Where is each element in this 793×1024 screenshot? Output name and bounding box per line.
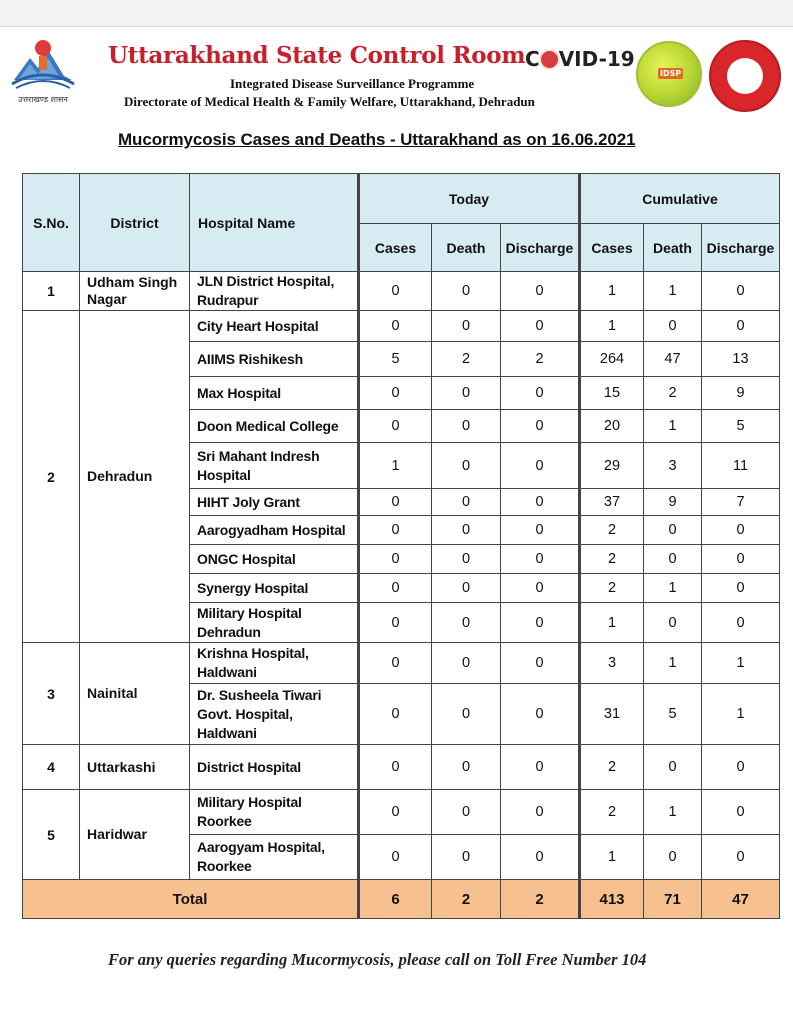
covid-badge <box>525 47 635 71</box>
directorate-name: Directorate of Medical Health & Family Welfare, Uttarakhand, Dehradun <box>124 94 535 109</box>
row-hospital <box>190 603 359 643</box>
row-district <box>80 272 190 311</box>
cumulative-death: 9 <box>644 489 702 516</box>
table-row <box>23 311 780 342</box>
total-cumulative-death: 71 <box>644 880 702 919</box>
row-hospital <box>190 272 359 311</box>
today-discharge: 0 <box>501 443 580 489</box>
total-today-discharge: 2 <box>501 880 580 919</box>
covid-badge-prefix: C <box>525 47 540 71</box>
today-death: 0 <box>432 272 501 311</box>
hospital-name-line: Dr. Susheela Tiwari <box>197 686 322 703</box>
document-title: Mucormycosis Cases and Deaths - Uttarakhand as on 16.06.2021 <box>118 130 636 149</box>
row-sno: 4 <box>23 745 80 790</box>
hospital-name-line: Sri Mahant Indresh <box>197 447 320 464</box>
header-cumulative-death: Death <box>644 224 702 272</box>
emblem-caption: उत्तराखण्ड शासन <box>18 95 68 104</box>
covid-badge-suffix: VID-19 <box>558 47 635 71</box>
row-district <box>80 311 190 643</box>
cumulative-discharge: 0 <box>702 516 780 545</box>
today-death: 0 <box>432 516 501 545</box>
cumulative-cases: 2 <box>580 574 644 603</box>
table-row <box>23 643 780 684</box>
today-cases: 0 <box>359 545 432 574</box>
cumulative-death: 1 <box>644 574 702 603</box>
cumulative-cases: 2 <box>580 745 644 790</box>
today-cases: 0 <box>359 410 432 443</box>
hospital-name-line: District Hospital <box>197 758 301 775</box>
row-hospital <box>190 545 359 574</box>
district-name-line: Uttarkashi <box>87 758 156 775</box>
today-cases: 0 <box>359 516 432 545</box>
today-cases: 0 <box>359 603 432 643</box>
cumulative-cases: 29 <box>580 443 644 489</box>
cumulative-death: 0 <box>644 603 702 643</box>
cumulative-discharge: 1 <box>702 643 780 684</box>
row-district <box>80 745 190 790</box>
today-death: 0 <box>432 410 501 443</box>
header-hospital: Hospital Name <box>190 174 359 272</box>
cumulative-cases: 264 <box>580 342 644 377</box>
row-hospital <box>190 835 359 880</box>
today-death: 0 <box>432 545 501 574</box>
row-sno: 2 <box>23 311 80 643</box>
cumulative-death: 0 <box>644 835 702 880</box>
today-cases: 1 <box>359 443 432 489</box>
hospital-name-line: Hospital <box>197 466 251 483</box>
cumulative-cases: 1 <box>580 835 644 880</box>
hospital-name-line: ONGC Hospital <box>197 550 296 567</box>
row-hospital <box>190 311 359 342</box>
hospital-name-line: HIHT Joly Grant <box>197 493 300 510</box>
hospital-name-line: Military Hospital <box>197 794 302 810</box>
today-discharge: 0 <box>501 643 580 684</box>
cumulative-death: 47 <box>644 342 702 377</box>
header-district: District <box>80 174 190 272</box>
row-hospital <box>190 443 359 489</box>
row-hospital <box>190 489 359 516</box>
today-death: 0 <box>432 489 501 516</box>
cumulative-discharge: 0 <box>702 745 780 790</box>
today-cases: 0 <box>359 272 432 311</box>
row-hospital <box>190 745 359 790</box>
today-death: 0 <box>432 311 501 342</box>
today-death: 0 <box>432 443 501 489</box>
today-discharge: 0 <box>501 272 580 311</box>
district-name-line: Nagar <box>87 291 127 307</box>
today-cases: 0 <box>359 377 432 410</box>
hospital-name-line: Max Hospital <box>197 384 281 401</box>
today-death: 0 <box>432 835 501 880</box>
emblem-icon <box>6 36 80 92</box>
cumulative-death: 0 <box>644 311 702 342</box>
today-death: 0 <box>432 377 501 410</box>
total-cumulative-discharge: 47 <box>702 880 780 919</box>
today-cases: 0 <box>359 684 432 745</box>
today-discharge: 0 <box>501 574 580 603</box>
hospital-name-line: City Heart Hospital <box>197 317 319 334</box>
hospital-name-line: Aarogyadham Hospital <box>197 521 346 538</box>
cumulative-discharge: 0 <box>702 272 780 311</box>
today-cases: 0 <box>359 311 432 342</box>
today-discharge: 0 <box>501 790 580 835</box>
family-icon <box>727 58 763 94</box>
today-cases: 0 <box>359 574 432 603</box>
cumulative-death: 1 <box>644 272 702 311</box>
district-name-line: Haridwar <box>87 826 147 842</box>
today-death: 2 <box>432 342 501 377</box>
cumulative-discharge: 0 <box>702 790 780 835</box>
district-name-line: Dehradun <box>87 468 153 484</box>
hospital-name-line: Haldwani <box>197 664 257 680</box>
row-sno: 5 <box>23 790 80 880</box>
today-death: 0 <box>432 643 501 684</box>
row-hospital <box>190 643 359 684</box>
cumulative-cases: 1 <box>580 272 644 311</box>
total-today-cases: 6 <box>359 880 432 919</box>
today-discharge: 0 <box>501 603 580 643</box>
district-name-line: Udham Singh <box>87 274 178 290</box>
row-hospital <box>190 516 359 545</box>
table-row <box>23 272 780 311</box>
cumulative-death: 0 <box>644 545 702 574</box>
today-cases: 0 <box>359 489 432 516</box>
cumulative-discharge: 0 <box>702 835 780 880</box>
header-cumulative: Cumulative <box>580 174 780 224</box>
hospital-name-line: Dehradun <box>197 623 261 640</box>
cumulative-death: 0 <box>644 516 702 545</box>
row-district <box>80 790 190 880</box>
hospital-name-line: AIIMS Rishikesh <box>197 350 303 367</box>
cumulative-discharge: 1 <box>702 684 780 745</box>
cumulative-cases: 2 <box>580 516 644 545</box>
today-death: 0 <box>432 684 501 745</box>
today-discharge: 0 <box>501 745 580 790</box>
today-cases: 0 <box>359 643 432 684</box>
today-cases: 5 <box>359 342 432 377</box>
nhm-logo <box>709 40 781 112</box>
today-discharge: 0 <box>501 410 580 443</box>
hospital-name-line: Govt. Hospital, <box>197 705 293 722</box>
cumulative-discharge: 7 <box>702 489 780 516</box>
row-hospital <box>190 377 359 410</box>
top-bar <box>0 0 793 27</box>
cumulative-discharge: 0 <box>702 545 780 574</box>
today-death: 0 <box>432 790 501 835</box>
row-sno: 3 <box>23 643 80 745</box>
uttarakhand-emblem-logo <box>6 36 80 110</box>
header-cumulative-cases: Cases <box>580 224 644 272</box>
row-hospital <box>190 342 359 377</box>
cumulative-death: 0 <box>644 745 702 790</box>
hospital-name-line: Roorkee <box>197 813 252 829</box>
cumulative-cases: 1 <box>580 311 644 342</box>
cumulative-cases: 2 <box>580 790 644 835</box>
today-discharge: 0 <box>501 311 580 342</box>
header-today: Today <box>359 174 580 224</box>
row-hospital <box>190 410 359 443</box>
today-discharge: 0 <box>501 835 580 880</box>
cumulative-cases: 37 <box>580 489 644 516</box>
total-cumulative-cases: 413 <box>580 880 644 919</box>
today-cases: 0 <box>359 790 432 835</box>
virus-icon <box>541 51 558 68</box>
table-row <box>23 745 780 790</box>
hospital-name-line: Synergy Hospital <box>197 579 309 596</box>
programme-name: Integrated Disease Surveillance Programme <box>230 76 475 91</box>
header-today-cases: Cases <box>359 224 432 272</box>
row-hospital <box>190 790 359 835</box>
header-today-death: Death <box>432 224 501 272</box>
idsp-logo <box>636 41 702 107</box>
cumulative-discharge: 0 <box>702 311 780 342</box>
hospital-name-line: Haldwani <box>197 724 257 741</box>
org-title: Uttarakhand State Control Room <box>108 42 526 69</box>
cumulative-death: 5 <box>644 684 702 745</box>
today-discharge: 0 <box>501 377 580 410</box>
today-discharge: 0 <box>501 684 580 745</box>
cumulative-death: 3 <box>644 443 702 489</box>
cumulative-death: 1 <box>644 410 702 443</box>
header-cumulative-discharge: Discharge <box>702 224 780 272</box>
cumulative-discharge: 11 <box>702 443 780 489</box>
cases-table <box>22 173 780 919</box>
cumulative-cases: 1 <box>580 603 644 643</box>
hospital-name-line: Roorkee <box>197 858 252 874</box>
cumulative-death: 2 <box>644 377 702 410</box>
today-death: 0 <box>432 574 501 603</box>
today-death: 0 <box>432 745 501 790</box>
hospital-name-line: Military Hospital <box>197 604 302 621</box>
today-discharge: 2 <box>501 342 580 377</box>
today-death: 0 <box>432 603 501 643</box>
district-name-line: Nainital <box>87 685 138 701</box>
hospital-name-line: JLN District Hospital, <box>197 273 335 289</box>
cumulative-cases: 15 <box>580 377 644 410</box>
cumulative-discharge: 0 <box>702 574 780 603</box>
cumulative-death: 1 <box>644 790 702 835</box>
total-today-death: 2 <box>432 880 501 919</box>
cumulative-death: 1 <box>644 643 702 684</box>
table-row <box>23 790 780 835</box>
cumulative-discharge: 13 <box>702 342 780 377</box>
toll-free-note: For any queries regarding Mucormycosis, please call on Toll Free Number 104 <box>108 950 647 969</box>
idsp-logo-label: IDSP <box>660 69 682 78</box>
row-district <box>80 643 190 745</box>
cumulative-discharge: 0 <box>702 603 780 643</box>
cumulative-cases: 31 <box>580 684 644 745</box>
hospital-name-line: Krishna Hospital, <box>197 645 309 661</box>
hospital-name-line: Doon Medical College <box>197 417 339 434</box>
header-today-discharge: Discharge <box>501 224 580 272</box>
row-hospital <box>190 684 359 745</box>
cumulative-cases: 3 <box>580 643 644 684</box>
cumulative-cases: 2 <box>580 545 644 574</box>
today-discharge: 0 <box>501 489 580 516</box>
today-discharge: 0 <box>501 545 580 574</box>
table-body <box>23 272 780 880</box>
hospital-name-line: Aarogyam Hospital, <box>197 839 325 855</box>
today-cases: 0 <box>359 835 432 880</box>
header-sno: S.No. <box>23 174 80 272</box>
cumulative-discharge: 9 <box>702 377 780 410</box>
today-discharge: 0 <box>501 516 580 545</box>
row-sno: 1 <box>23 272 80 311</box>
cumulative-cases: 20 <box>580 410 644 443</box>
today-cases: 0 <box>359 745 432 790</box>
hospital-name-line: Rudrapur <box>197 292 259 308</box>
cumulative-discharge: 5 <box>702 410 780 443</box>
total-label: Total <box>23 880 359 919</box>
row-hospital <box>190 574 359 603</box>
